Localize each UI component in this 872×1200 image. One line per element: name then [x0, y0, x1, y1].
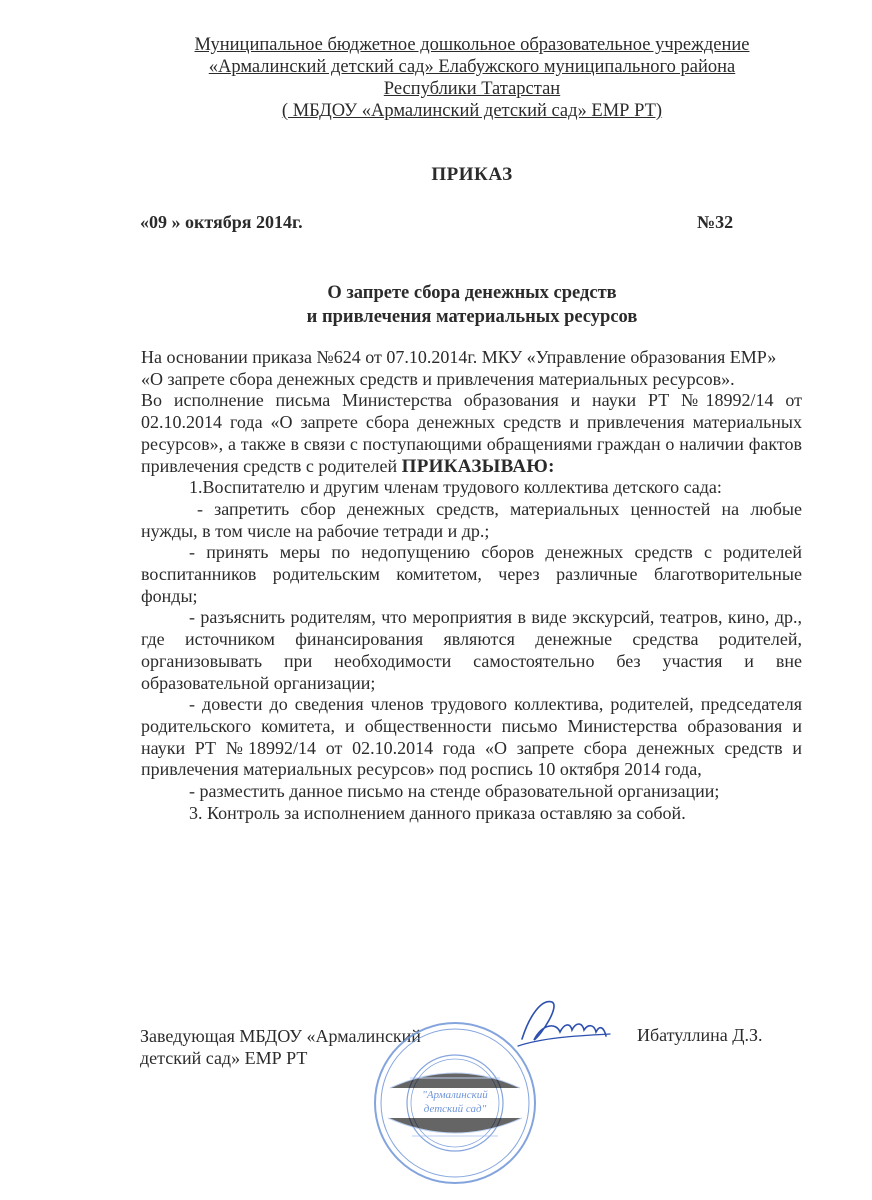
order-subject	[0, 281, 872, 329]
order-number: №32	[697, 212, 734, 232]
execution-text: Во исполнение письма Министерства образования и науки РТ №18992/14 от 02.10.2014 года «О запрете сбора денежных средств и привлечения материальных ресурсов», а также в связи с поступающими обращениями граждан о наличии фактов привлечения средств с родителей	[141, 390, 802, 476]
basis-paragraph: На основании приказа №624 от 07.10.2014г. МКУ «Управление образования ЕМР» «О запрете сбора денежных средств и привлечения материальных ресурсов».	[141, 347, 777, 389]
stamp-text-1: "Армалинский	[422, 1089, 488, 1101]
order-body	[141, 347, 802, 824]
subject-line-1: О запрете сбора денежных средств	[327, 283, 617, 303]
item-3: 3. Контроль за исполнением данного приказа оставляю за собой.	[189, 802, 686, 823]
instruction-inform-members: - довести до сведения членов трудового коллектива, родителей, председателя родительского комитета, и общественности письмо Министерства образования и науки РТ №18992/14 от 02.10.2014 года «О запрете сбора денежных средств и привлечения материальных ресурсов» под роспись 10 октября 2014 года,	[141, 694, 802, 780]
execution-paragraph	[141, 390, 802, 477]
instruction-post-letter: - разместить данное письмо на стенде образовательной организации;	[189, 781, 720, 802]
header-line-1: Муниципальное бюджетное дошкольное образовательное учреждение	[194, 35, 750, 55]
stamp-text-2: детский сад"	[423, 1103, 487, 1115]
order-keyword: ПРИКАЗЫВАЮ:	[401, 455, 555, 477]
header-line-2: «Армалинский детский сад» Елабужского муниципального района	[208, 57, 736, 77]
order-date: «09 » октября 2014г.	[140, 212, 303, 232]
instruction-prevent-collection: - принять меры по недопущению сборов денежных средств с родителей воспитанников родительским комитетом, через различные благотворительные фонды;	[141, 542, 802, 606]
instruction-explain-parents: - разъяснить родителям, что мероприятия в виде экскурсий, театров, кино, др., где источником финансирования являются денежные средства родителей, организовывать при необходимости самостоятельно без участия и вне образовательной организации;	[141, 607, 802, 693]
subject-line-2: и привлечения материальных ресурсов	[306, 307, 638, 327]
header-line-3: Республики Татарстан	[383, 79, 561, 99]
institution-header	[150, 34, 794, 122]
item-1: 1.Воспитателю и другим членам трудового коллектива детского сада:	[189, 477, 722, 498]
document-title: ПРИКАЗ	[431, 164, 513, 185]
handwritten-signature	[512, 994, 612, 1054]
header-line-4: ( МБДОУ «Армалинский детский сад» ЕМР РТ)	[281, 101, 663, 121]
signer-position: Заведующая МБДОУ «Армалинский детский сад» ЕМР РТ	[140, 1026, 421, 1068]
signer-name: Ибатуллина Д.З.	[637, 1025, 763, 1045]
instruction-ban-collection: - запретить сбор денежных средств, материальных ценностей на любые нужды, в том числе на рабочие тетради и др.;	[141, 498, 802, 541]
